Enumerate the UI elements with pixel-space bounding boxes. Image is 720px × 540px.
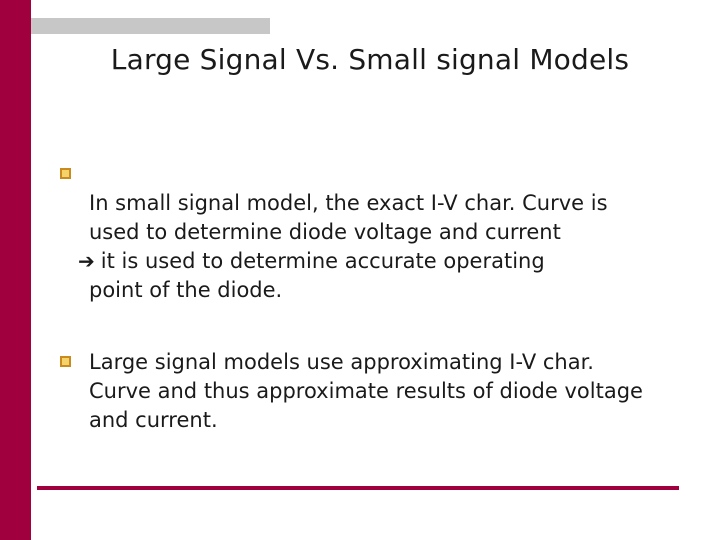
square-bullet-icon bbox=[60, 356, 71, 367]
bullet-text-1 bbox=[89, 160, 660, 247]
bullet-subline-text-2: point of the diode. bbox=[89, 278, 283, 302]
bullet-text-1-main: In small signal model, the exact I-V char. Curve is used to determine diode voltage and current bbox=[89, 191, 608, 244]
bullet-subline-text-1: it is used to determine accurate operating bbox=[100, 249, 545, 273]
bottom-rule bbox=[37, 486, 679, 490]
slide-title: Large Signal Vs. Small signal Models bbox=[110, 43, 630, 76]
bullet-subline bbox=[78, 247, 660, 305]
bullet-text-2: Large signal models use approximating I-V char. Curve and thus approximate results of diode voltage and current. bbox=[89, 350, 643, 432]
right-arrow-icon: ➔ bbox=[78, 249, 95, 273]
square-bullet-icon bbox=[60, 168, 71, 179]
bullet-item-2 bbox=[60, 348, 660, 435]
bullet-item-1 bbox=[60, 160, 660, 305]
left-accent-bar bbox=[0, 0, 31, 540]
top-rule bbox=[31, 18, 270, 34]
